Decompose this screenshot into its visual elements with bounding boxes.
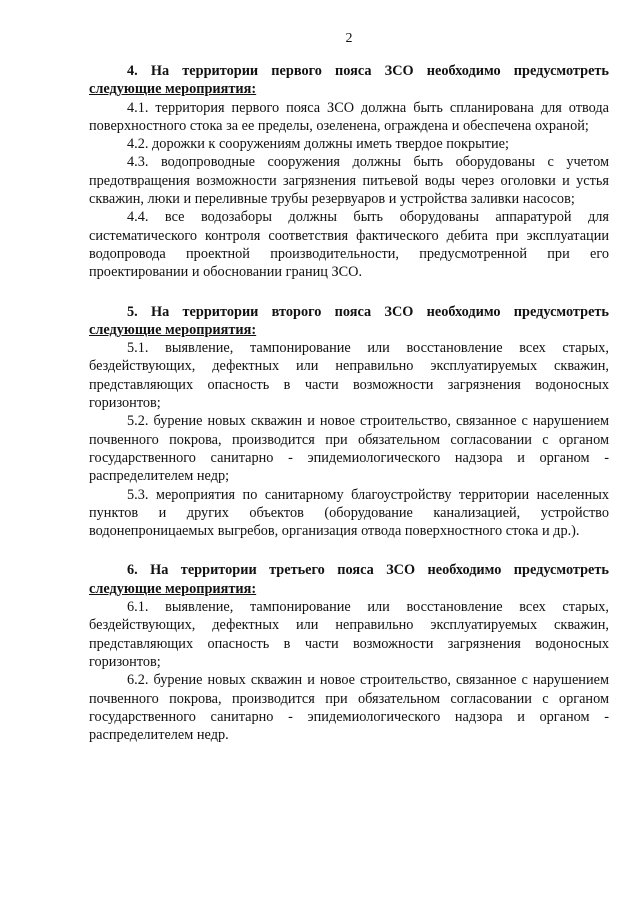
paragraph: 5.1. выявление, тампонирование или восстановление всех старых, бездействующих, дефектных или неправильно эксплуатируемых скважин, представляющих опасность в части возможности загрязнения водоносных горизонтов; <box>89 340 609 412</box>
section-5 <box>89 303 609 541</box>
paragraph: 5.3. мероприятия по санитарному благоустройству территории населенных пунктов и других объектов (оборудование канализацией, устройство водонепроницаемых выгребов, организация отвода поверхностного стока и др.). <box>89 486 609 540</box>
page-number: 2 <box>345 31 353 46</box>
paragraph: 4.1. территория первого пояса ЗСО должна быть спланирована для отвода поверхностного стока за ее пределы, озеленена, ограждена и обеспечена охраной; <box>89 99 609 134</box>
section-heading-underlined: следующие мероприятия: <box>89 580 257 597</box>
paragraph: 6.1. выявление, тампонирование или восстановление всех старых, бездействующих, дефектных или неправильно эксплуатируемых скважин, представляющих опасность в части возможности загрязнения водоносных горизонтов; <box>89 599 609 670</box>
section-4 <box>89 62 609 282</box>
section-heading-line: 5. На территории второго пояса ЗСО необходимо предусмотреть <box>127 303 609 320</box>
paragraph: 4.4. все водозаборы должны быть оборудованы аппаратурой для систематического контроля соответствия фактического дебита при эксплуатации водопровода проектной производительности, предусмотренной при его проектировании и обосновании границ ЗСО. <box>89 209 609 281</box>
section-heading-underlined: следующие мероприятия: <box>89 321 257 338</box>
section-heading <box>89 561 609 598</box>
paragraph: 5.2. бурение новых скважин и новое строительство, связанное с нарушением почвенного покрова, производится при обязательном согласовании с органом государственного санитарно - эпидемиологического надзора и органом - распределителем недр; <box>89 413 609 485</box>
document-page <box>89 30 609 765</box>
section-heading-underlined: следующие мероприятия: <box>89 81 257 98</box>
section-heading-line: 4. На территории первого пояса ЗСО необходимо предусмотреть <box>127 63 609 79</box>
section-heading <box>89 62 609 99</box>
paragraph: 4.3. водопроводные сооружения должны быть оборудованы с учетом предотвращения возможности загрязнения питьевой воды через оголовки и устья скважин, люки и переливные трубы резервуаров и устройства заливки насосов; <box>89 154 609 208</box>
paragraph: 6.2. бурение новых скважин и новое строительство, связанное с нарушением почвенного покрова, производится при обязательном согласовании с органом государственного санитарно - эпидемиологического надзора и органом - распределителем недр. <box>89 672 609 744</box>
section-heading-line: 6. На территории третьего пояса ЗСО необходимо предусмотреть <box>127 562 609 579</box>
section-heading <box>89 303 609 340</box>
section-6 <box>89 561 609 744</box>
paragraph: 4.2. дорожки к сооружениям должны иметь твердое покрытие; <box>127 136 509 153</box>
